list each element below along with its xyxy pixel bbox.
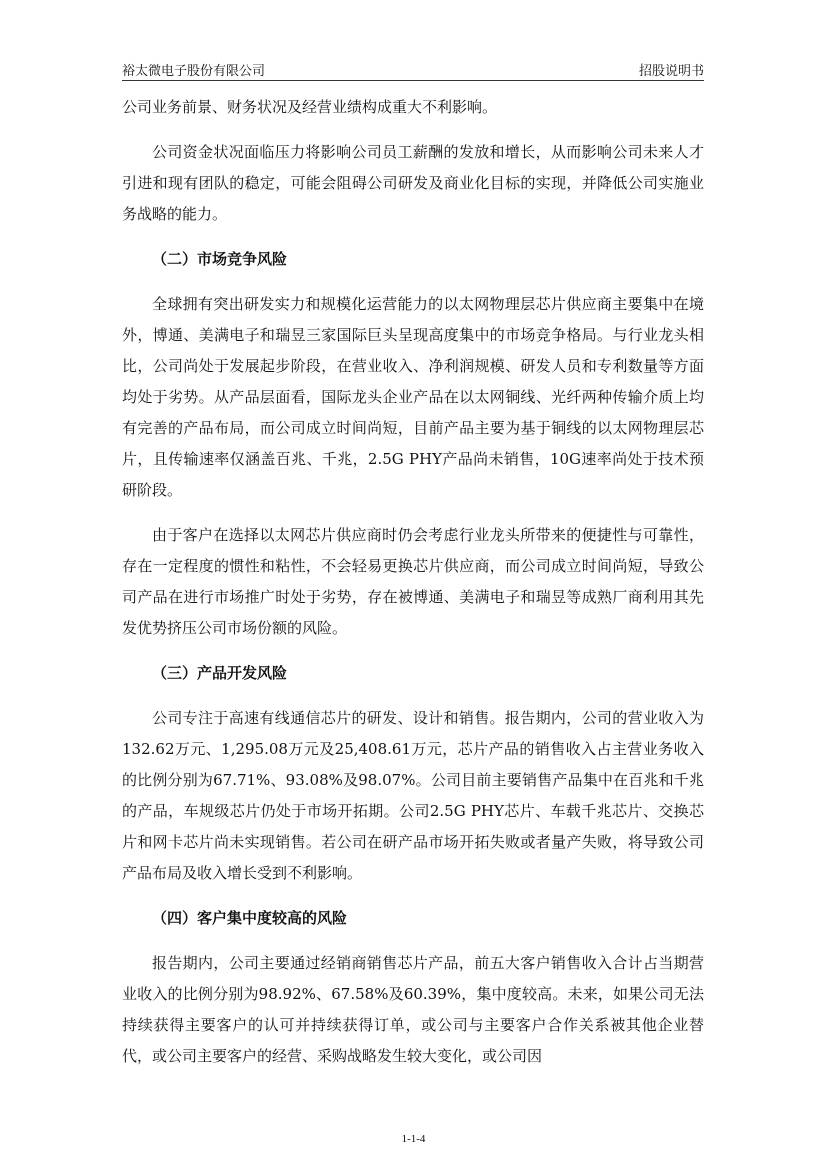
paragraph-customer-concentration: 报告期内，公司主要通过经销商销售芯片产品，前五大客户销售收入合计占当期营业收入的比例分别为98.92%、67.58%及60.39%，集中度较高。未来，如果公司无法持续获得主要客户的认可并持续获得订单，或公司与主要客户合作关系被其他企业替代，或公司主要客户的经营、采购战略发生较大变化，或公司因	[122, 954, 704, 1065]
document-body	[122, 92, 704, 1086]
page-number: 1-1-4	[401, 1133, 426, 1145]
paragraph-continuation: 公司业务前景、财务状况及经营业绩构成重大不利影响。	[122, 98, 498, 116]
header-company-name: 裕太微电子股份有限公司	[122, 64, 266, 79]
header-document-type: 招股说明书	[638, 64, 704, 79]
paragraph-customer-inertia: 由于客户在选择以太网芯片供应商时仍会考虑行业龙头所带来的便捷性与可靠性，存在一定程度的惯性和粘性，不会轻易更换芯片供应商，而公司成立时间尚短，导致公司产品在进行市场推广时处于劣势，存在被博通、美满电子和瑞昱等成熟厂商利用其先发优势挤压公司市场份额的风险。	[122, 526, 704, 637]
paragraph-product-development: 公司专注于高速有线通信芯片的研发、设计和销售。报告期内，公司的营业收入为132.62万元、1,295.08万元及25,408.61万元，芯片产品的销售收入占主营业务收入的比例分别为67.71%、93.08%及98.07%。公司目前主要销售产品集中在百兆和千兆的产品，车规级芯片仍处于市场开拓期。公司2.5G PHY芯片、车载千兆芯片、交换芯片和网卡芯片尚未实现销售。若公司在研产品市场开拓失败或者量产失败，将导致公司产品布局及收入增长受到不利影响。	[122, 709, 704, 882]
paragraph-funding-pressure: 公司资金状况面临压力将影响公司员工薪酬的发放和增长，从而影响公司未来人才引进和现有团队的稳定，可能会阻碍公司研发及商业化目标的实现，并降低公司实施业务战略的能力。	[122, 143, 704, 223]
section-heading-customer-concentration: （四）客户集中度较高的风险	[152, 909, 348, 927]
section-heading-market-competition: （二）市场竞争风险	[152, 250, 288, 268]
section-heading-product-development: （三）产品开发风险	[152, 664, 288, 682]
paragraph-market-competition: 全球拥有突出研发实力和规模化运营能力的以太网物理层芯片供应商主要集中在境外，博通、美满电子和瑞昱三家国际巨头呈现高度集中的市场竞争格局。与行业龙头相比，公司尚处于发展起步阶段，在营业收入、净利润规模、研发人员和专利数量等方面均处于劣势。从产品层面看，国际龙头企业产品在以太网铜线、光纤两种传输介质上均有完善的产品布局，而公司成立时间尚短，目前产品主要为基于铜线的以太网物理层芯片，且传输速率仅涵盖百兆、千兆，2.5G PHY产品尚未销售，10G速率尚处于技术预研阶段。	[122, 295, 704, 499]
page-header	[122, 58, 704, 81]
